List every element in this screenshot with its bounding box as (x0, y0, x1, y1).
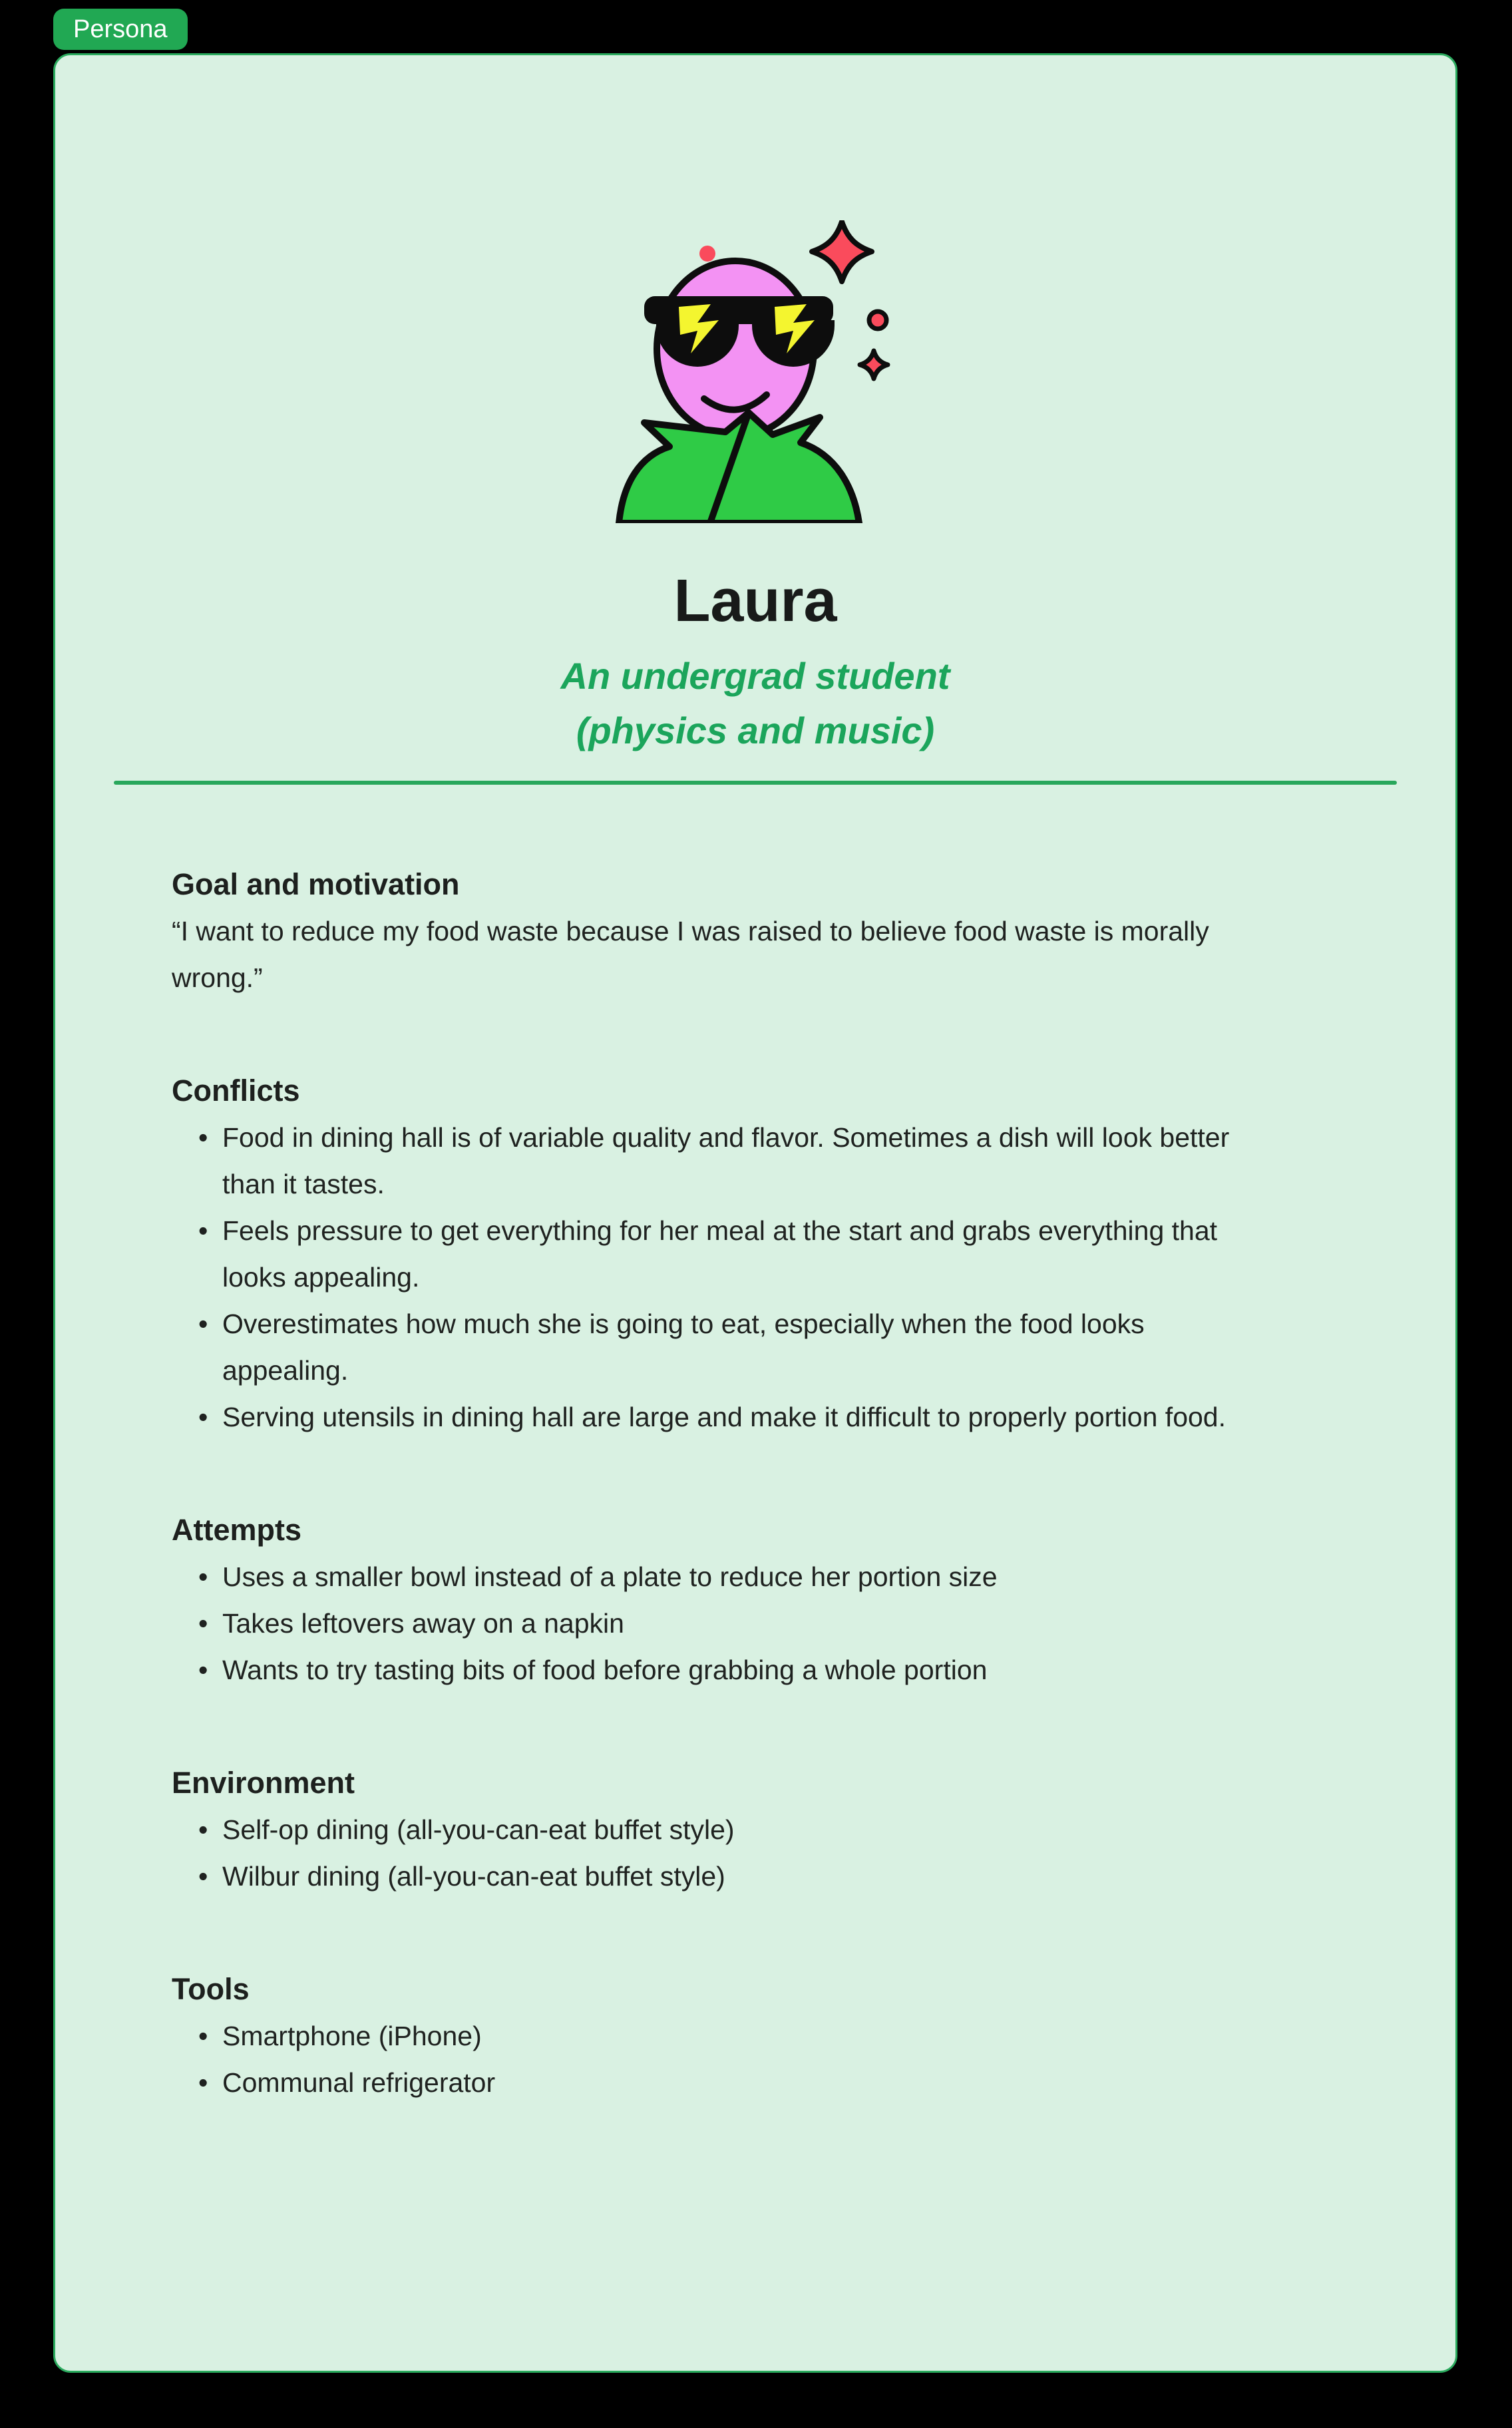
section-goal-and-motivation (172, 861, 1276, 1001)
persona-name: Laura (673, 568, 837, 634)
bullet-item: • Smartphone (iPhone) (198, 2013, 1276, 2059)
sections-container (172, 861, 1276, 2106)
bullet-item: • Uses a smaller bowl instead of a plate to reduce her portion size (198, 1553, 1276, 1600)
bullet-item: • Wilbur dining (all-you-can-eat buffet style) (198, 1853, 1276, 1900)
avatar-illustration (612, 220, 898, 523)
bullet-item: • Wants to try tasting bits of food before grabbing a whole portion (198, 1647, 1276, 1693)
section-heading: Conflicts (172, 1074, 300, 1108)
bullet-item: • Serving utensils in dining hall are large and make it difficult to properly portion food. (198, 1394, 1276, 1440)
avatar-wrap (55, 220, 1455, 523)
bullet-item: • Communal refrigerator (198, 2059, 1276, 2106)
section-heading: Tools (172, 1972, 250, 2006)
bullet-list (172, 2013, 1276, 2106)
persona-tag-badge[interactable] (53, 9, 188, 50)
sparkle-dot-left-icon (699, 246, 715, 262)
sparkle-dot-right-icon (869, 311, 886, 329)
persona-role-line1: An undergrad student (560, 655, 950, 697)
section-conflicts (172, 1068, 1276, 1440)
section-tools (172, 1966, 1276, 2106)
persona-card[interactable] (53, 53, 1457, 2373)
persona-role (55, 649, 1455, 758)
sparkle-star-small-icon (860, 351, 888, 379)
sparkle-star-large-icon (812, 222, 872, 282)
section-heading: Environment (172, 1766, 355, 1800)
divider (114, 781, 1397, 785)
bullet-item: • Feels pressure to get everything for her meal at the start and grabs everything that looks appealing. (198, 1207, 1276, 1301)
bullet-item: • Self-op dining (all-you-can-eat buffet style) (198, 1806, 1276, 1853)
section-attempts (172, 1507, 1276, 1693)
section-heading: Attempts (172, 1513, 302, 1547)
section-quote: “I want to reduce my food waste because I was raised to believe food waste is morally wrong.” (172, 916, 1209, 993)
bullet-list (172, 1806, 1276, 1900)
bullet-item: • Overestimates how much she is going to eat, especially when the food looks appealing. (198, 1301, 1276, 1394)
section-heading: Goal and motivation (172, 867, 460, 901)
section-environment (172, 1760, 1276, 1900)
bullet-list (172, 1114, 1276, 1440)
persona-role-line2: (physics and music) (576, 709, 935, 751)
persona-tag-label: Persona (73, 15, 168, 43)
avatar-shirt (619, 413, 859, 523)
bullet-item: • Takes leftovers away on a napkin (198, 1600, 1276, 1647)
bullet-item: • Food in dining hall is of variable quality and flavor. Sometimes a dish will look better than it tastes. (198, 1114, 1276, 1207)
bullet-list (172, 1553, 1276, 1693)
